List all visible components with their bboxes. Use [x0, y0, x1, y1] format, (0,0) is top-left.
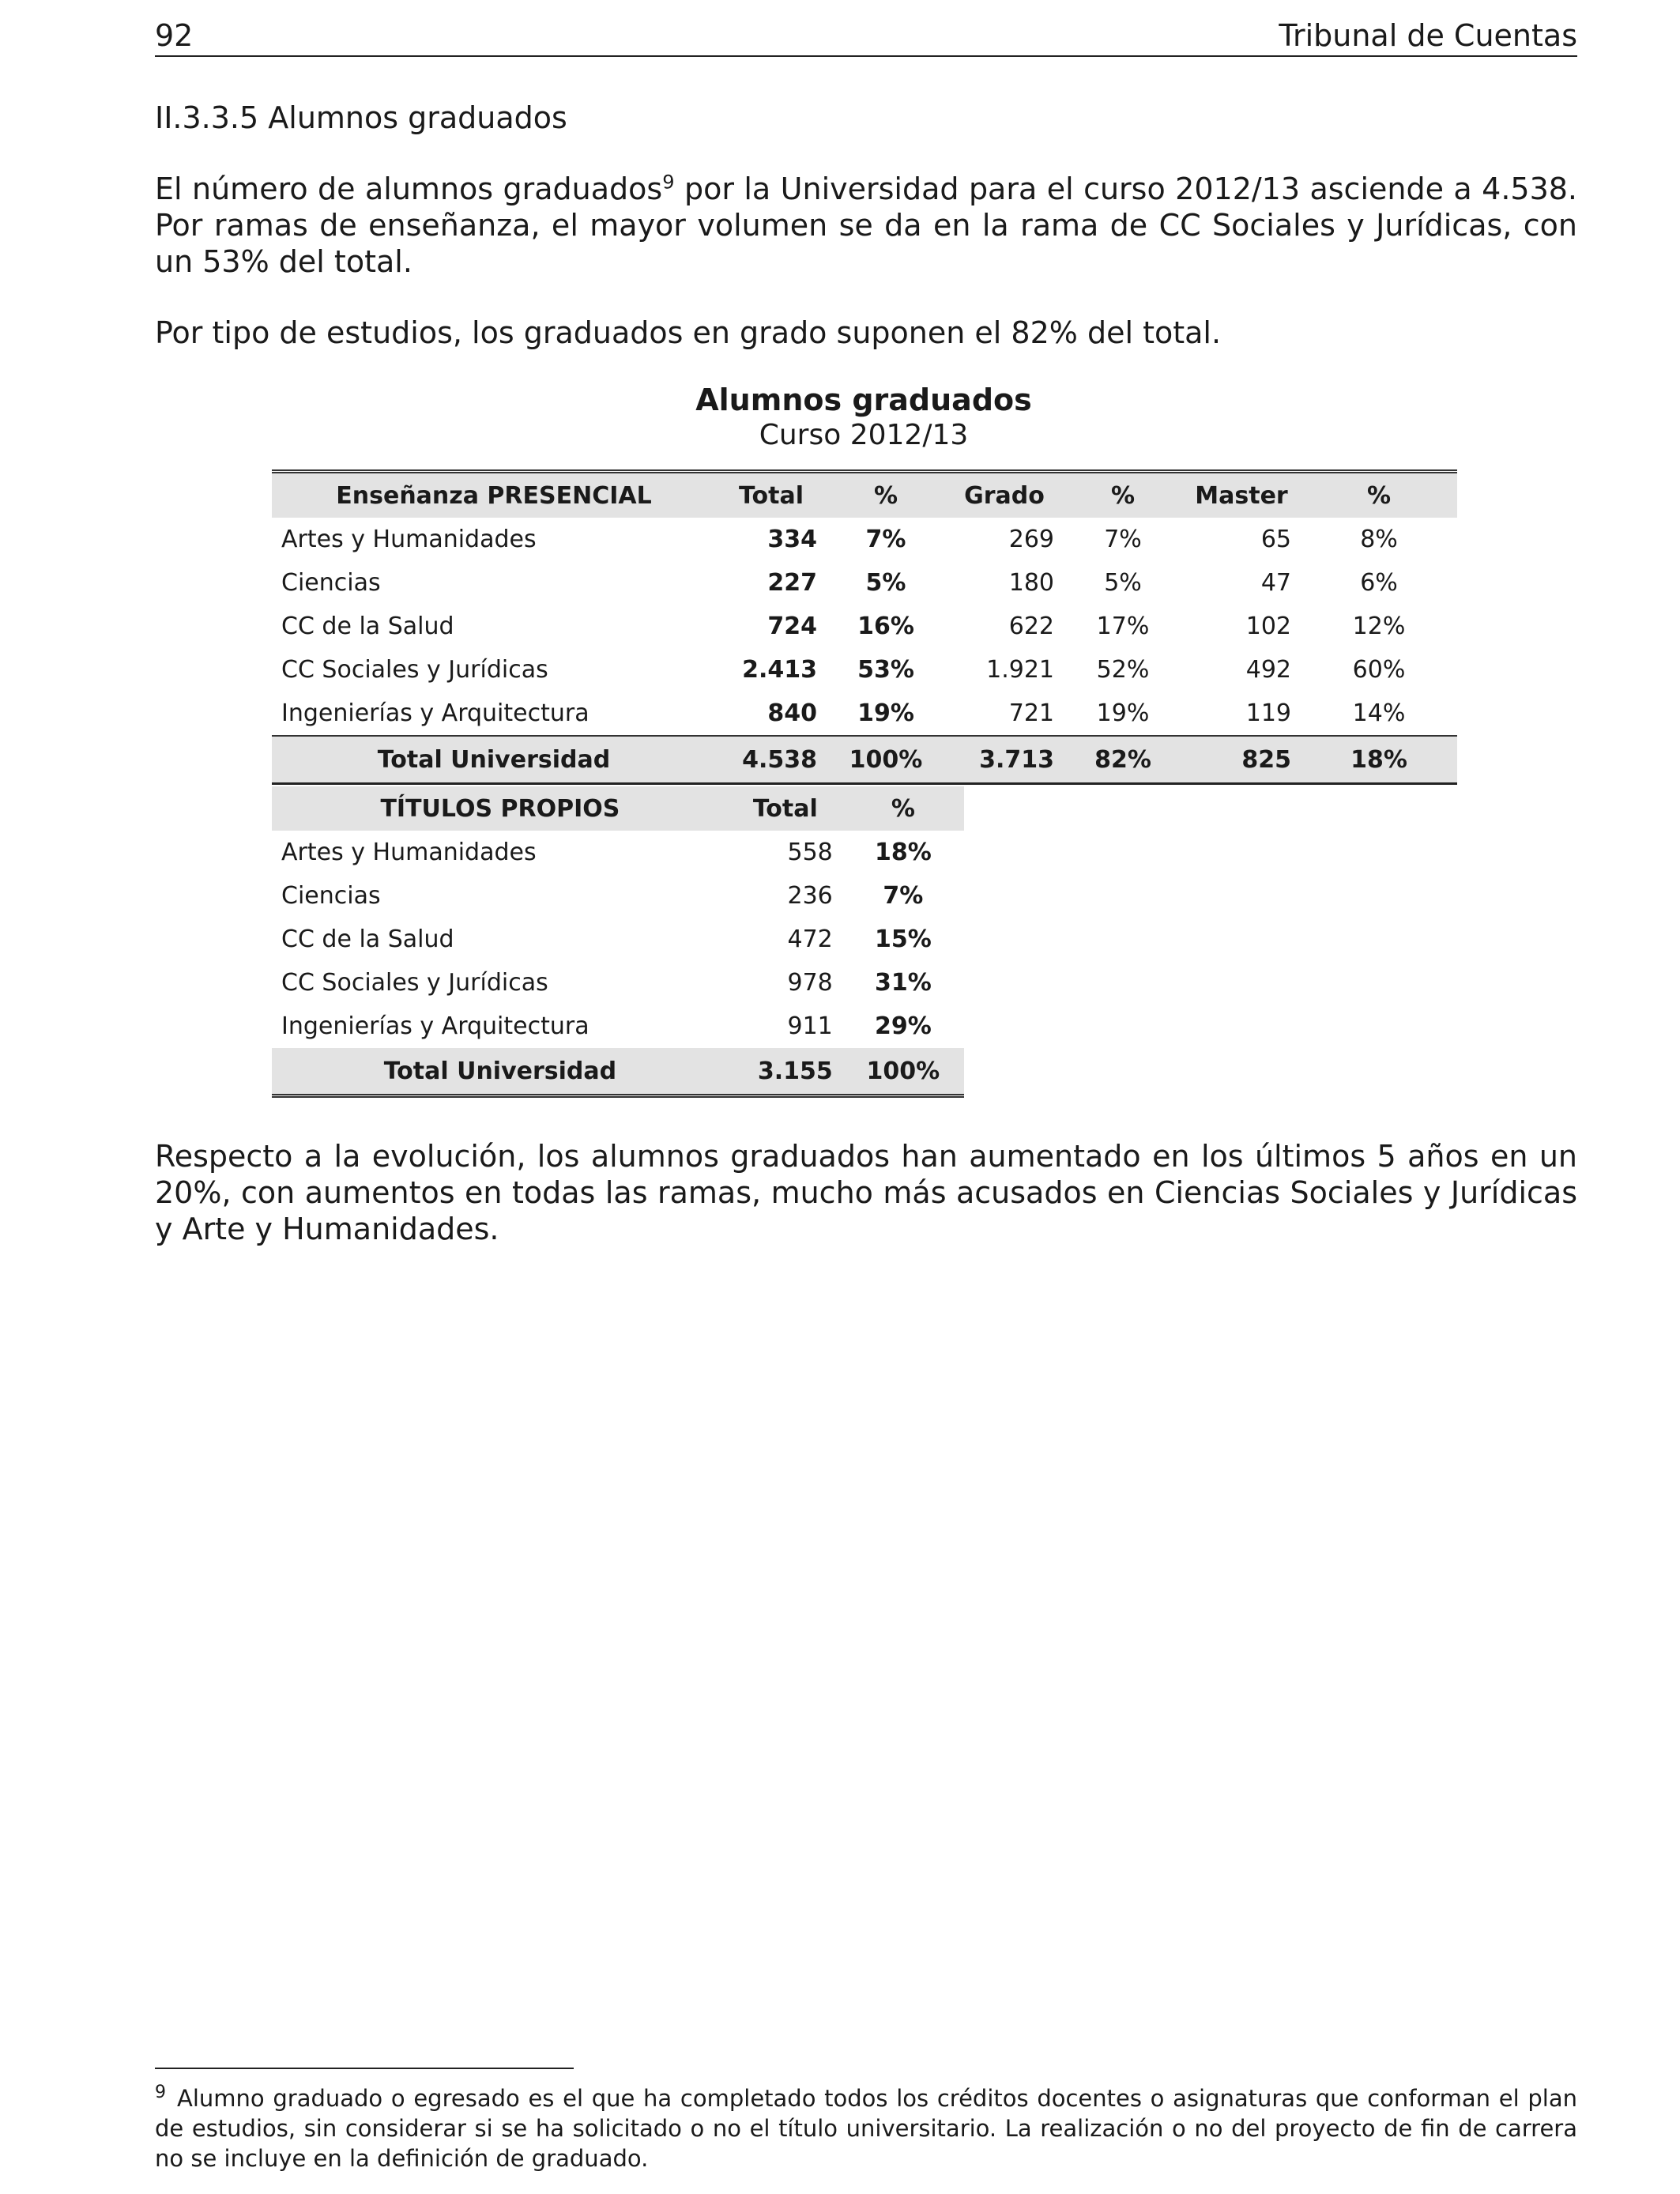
table-cell: 558	[787, 839, 833, 866]
table-cell: 180	[1008, 569, 1054, 597]
table-row	[272, 918, 964, 961]
total-cell: 3.713	[945, 736, 1064, 784]
table-cell: Ingenierías y Arquitectura	[281, 699, 590, 727]
table-cell: 29%	[874, 1012, 932, 1040]
table-subtitle: Curso 2012/13	[759, 419, 969, 451]
footnote	[155, 2083, 1577, 2173]
column-header: %	[842, 786, 964, 831]
column-header: TÍTULOS PROPIOS	[272, 786, 729, 831]
total-cell: Total Universidad	[272, 1048, 729, 1096]
table-row	[272, 648, 1457, 692]
total-cell: 100%	[827, 736, 945, 784]
presencial-total-row	[272, 736, 1457, 784]
table-cell: 7%	[1104, 526, 1142, 553]
paragraph-study-type: Por tipo de estudios, los graduados en grado suponen el 82% del total.	[155, 315, 1222, 350]
table-cell: 65	[1260, 526, 1291, 553]
table-cell: Ciencias	[281, 569, 381, 597]
column-header: Enseñanza PRESENCIAL	[272, 472, 716, 518]
table-cell: 2.413	[742, 656, 817, 684]
table-cell: CC de la Salud	[281, 925, 454, 953]
table-cell: Artes y Humanidades	[281, 526, 537, 553]
propios-total-row	[272, 1048, 964, 1096]
total-cell: 18%	[1301, 736, 1457, 784]
titulos-propios-table	[272, 786, 964, 1098]
table-row	[272, 961, 964, 1005]
presencial-table	[272, 469, 1457, 785]
table-cell: 102	[1245, 613, 1291, 640]
footnote-text: Alumno graduado o egresado es el que ha completado todos los créditos docentes o asignaturas que conforman el plan de estudios, sin considerar si se ha solicitado o no el título universitario. La realización o no del proyecto de fin de carrera no se incluye en la definición de graduado.	[155, 2085, 1577, 2172]
footnote-number: 9	[155, 2083, 166, 2103]
table-cell: 17%	[1096, 613, 1150, 640]
column-header: Grado	[945, 472, 1064, 518]
table-cell: 60%	[1352, 656, 1406, 684]
total-cell: 825	[1182, 736, 1301, 784]
column-header: %	[1064, 472, 1182, 518]
table-row	[272, 561, 1457, 605]
table-cell: 978	[787, 969, 833, 997]
table-row	[272, 692, 1457, 736]
table-cell: 52%	[1096, 656, 1150, 684]
column-header: Total	[729, 786, 842, 831]
table-cell: CC Sociales y Jurídicas	[281, 656, 548, 684]
total-cell: 4.538	[716, 736, 827, 784]
table-cell: 5%	[865, 569, 906, 597]
table-cell: 16%	[857, 613, 914, 640]
table-cell: 18%	[874, 839, 932, 866]
table-cell: CC de la Salud	[281, 613, 454, 640]
total-cell: 100%	[842, 1048, 964, 1096]
table-cell: 472	[787, 925, 833, 953]
total-cell: 3.155	[729, 1048, 842, 1096]
paragraph-evolution: Respecto a la evolución, los alumnos graduados han aumentado en los últimos 5 años en un 20%, con aumentos en todas las ramas, mucho más acusados en Ciencias Sociales y Jurídicas y Arte y Humanidades.	[155, 1139, 1577, 1246]
propios-header-row	[272, 786, 964, 831]
table-row	[272, 605, 1457, 648]
page-header	[155, 16, 1577, 57]
table-row	[272, 874, 964, 918]
footnote-ref: 9	[662, 171, 675, 194]
table-cell: 8%	[1360, 526, 1398, 553]
total-cell: 82%	[1064, 736, 1182, 784]
table-cell: 19%	[857, 699, 914, 727]
table-cell: 31%	[874, 969, 932, 997]
table-cell: 5%	[1104, 569, 1142, 597]
table-cell: CC Sociales y Jurídicas	[281, 969, 548, 997]
table-cell: 53%	[857, 656, 914, 684]
table-cell: 724	[767, 613, 817, 640]
total-cell: Total Universidad	[272, 736, 716, 784]
table-title: Alumnos graduados	[695, 383, 1032, 417]
table-cell: 840	[767, 699, 817, 727]
column-header: %	[827, 472, 945, 518]
paragraph-intro-end: por la Universidad para el curso 2012/13 asciende a 4.538. Por ramas de enseñanza, el mayor volumen se da en la rama de CC Sociales y Jurídicas, con un 53% del total.	[155, 172, 1578, 279]
column-header: %	[1301, 472, 1457, 518]
footnote-separator	[155, 2068, 574, 2069]
table-cell: 334	[767, 526, 817, 553]
table-cell: Ciencias	[281, 882, 381, 910]
table-cell: 721	[1008, 699, 1054, 727]
section-title: II.3.3.5 Alumnos graduados	[155, 100, 567, 135]
table-cell: 622	[1008, 613, 1054, 640]
table-cell: 1.921	[986, 656, 1054, 684]
table-row	[272, 518, 1457, 561]
table-cell: 6%	[1360, 569, 1398, 597]
table-row	[272, 831, 964, 874]
table-cell: 911	[787, 1012, 833, 1040]
table-cell: 236	[787, 882, 833, 910]
table-cell: Ingenierías y Arquitectura	[281, 1012, 590, 1040]
table-row	[272, 1005, 964, 1048]
presencial-header-row	[272, 472, 1457, 518]
table-cell: 7%	[865, 526, 906, 553]
column-header: Master	[1182, 472, 1301, 518]
table-cell: 12%	[1352, 613, 1406, 640]
paragraph-intro-start: El número de alumnos graduados	[155, 172, 663, 206]
organization-name: Tribunal de Cuentas	[1279, 18, 1577, 53]
table-cell: 492	[1245, 656, 1291, 684]
table-cell: 7%	[883, 882, 924, 910]
table-cell: Artes y Humanidades	[281, 839, 537, 866]
table-cell: 14%	[1352, 699, 1406, 727]
table-cell: 269	[1008, 526, 1054, 553]
table-cell: 227	[767, 569, 817, 597]
table-cell: 119	[1245, 699, 1291, 727]
table-cell: 47	[1260, 569, 1291, 597]
column-header: Total	[716, 472, 827, 518]
page-number: 92	[155, 18, 194, 53]
table-cell: 19%	[1096, 699, 1150, 727]
paragraph-intro	[155, 171, 1577, 280]
table-cell: 15%	[874, 925, 932, 953]
